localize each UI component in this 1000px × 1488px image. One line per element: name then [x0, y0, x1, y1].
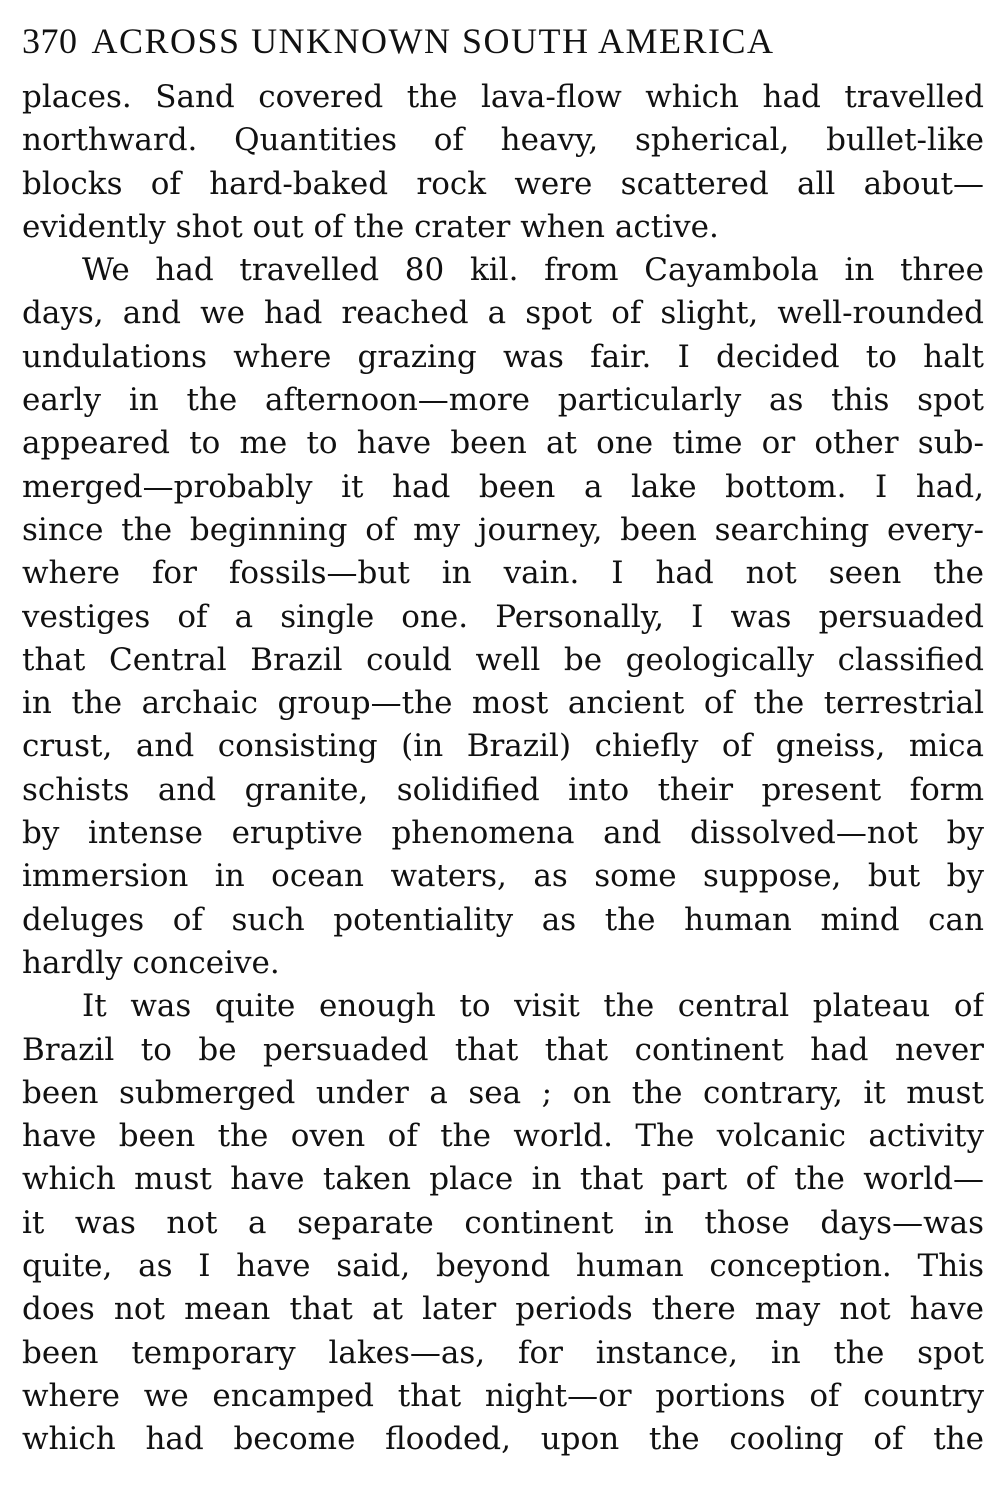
text-line: where for fossils—but in vain. I had not seen the [22, 555, 984, 592]
text-line: days, and we had reached a spot of slight, well-rounded [22, 295, 984, 332]
text-line: We had travelled 80 kil. from Cayambola in three [82, 252, 984, 289]
paragraph [22, 249, 984, 985]
text-line: early in the afternoon—more particularly as this spot [22, 382, 984, 419]
text-line: by intense eruptive phenomena and dissolved—not by [22, 815, 984, 852]
text-line: evidently shot out of the crater when active. [22, 208, 719, 245]
text-line: Brazil to be persuaded that that continent had never [22, 1031, 984, 1068]
text-line: It was quite enough to visit the central plateau of [82, 988, 984, 1025]
text-line: appeared to me to have been at one time or other sub- [22, 425, 984, 462]
paragraph [22, 76, 984, 249]
book-page [22, 20, 984, 1462]
text-line: blocks of hard-baked rock were scattered all about— [22, 165, 984, 202]
text-line: since the beginning of my journey, been searching every- [22, 511, 984, 548]
text-line: in the archaic group—the most ancient of the terrestrial [22, 685, 984, 722]
text-line: it was not a separate continent in those days—was [22, 1204, 984, 1241]
text-line: where we encamped that night—or portions of country [22, 1377, 984, 1414]
page-number: 370 [22, 21, 78, 61]
text-line: have been the oven of the world. The volcanic activity [22, 1118, 984, 1155]
text-line: undulations where grazing was fair. I decided to halt [22, 338, 984, 375]
running-head [22, 20, 984, 76]
text-line: northward. Quantities of heavy, spherical, bullet-like [22, 122, 984, 159]
text-line: crust, and consisting (in Brazil) chiefly of gneiss, mica [22, 728, 984, 765]
text-line: which must have taken place in that part of the world— [22, 1161, 984, 1198]
text-line: merged—probably it had been a lake bottom. I had, [22, 468, 984, 505]
text-line: places. Sand covered the lava-flow which had travelled [22, 79, 984, 115]
text-line: quite, as I have said, beyond human conception. This [22, 1248, 984, 1285]
text-line: vestiges of a single one. Personally, I was persuaded [22, 598, 984, 635]
text-line: does not mean that at later periods there may not have [22, 1291, 984, 1328]
text-line: schists and granite, solidified into their present form [22, 771, 984, 808]
text-line: deluges of such potentiality as the human mind can [22, 901, 984, 938]
paragraph [22, 985, 984, 1461]
text-line: that Central Brazil could well be geologically classified [22, 641, 984, 678]
text-line: hardly conceive. [22, 944, 280, 981]
text-line: been submerged under a sea ; on the contrary, it must [22, 1074, 984, 1111]
text-line: been temporary lakes—as, for instance, in the spot [22, 1334, 984, 1371]
running-title: ACROSS UNKNOWN SOUTH AMERICA [91, 21, 775, 61]
text-line: which had become flooded, upon the cooling of the [22, 1421, 984, 1458]
text-line: immersion in ocean waters, as some suppose, but by [22, 858, 984, 895]
